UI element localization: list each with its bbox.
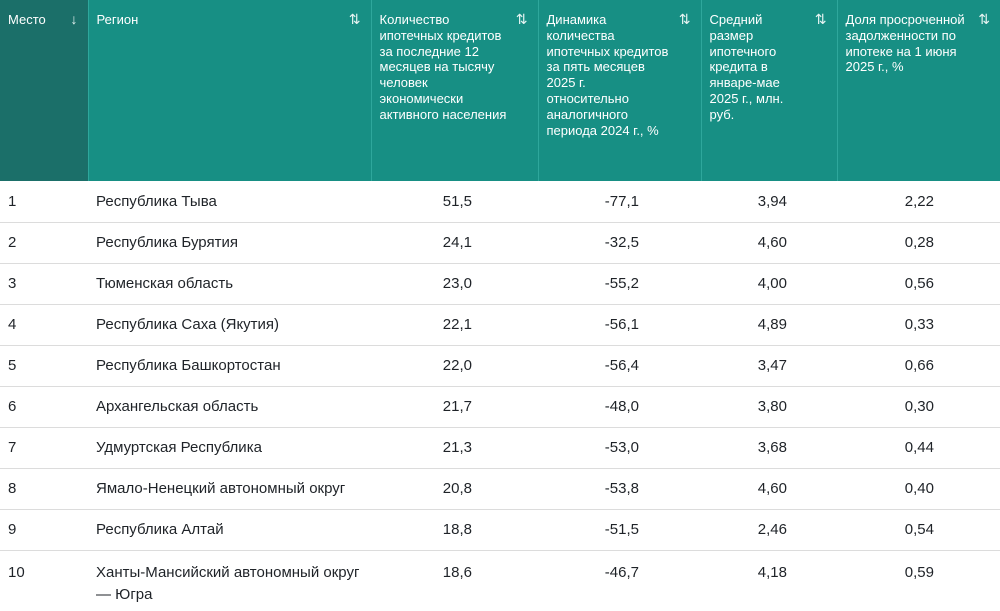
table-row [0,304,1000,345]
table-row [0,345,1000,386]
region-cell: Ямало-Ненецкий автономный округ [88,468,371,509]
overdue-cell: 0,59 [904,563,934,581]
column-header-overdue[interactable] [837,0,1000,181]
loans-cell: 21,3 [371,427,538,468]
avg-size-cell: 4,00 [701,263,837,304]
rank-cell: 4 [0,304,88,345]
overdue-cell: 2,22 [837,181,1000,222]
table-row [0,222,1000,263]
loans-cell: 21,7 [371,386,538,427]
dynamics-cell: -53,0 [538,427,701,468]
avg-size-cell: 3,80 [701,386,837,427]
region-cell: Архангельская область [88,386,371,427]
overdue-cell: 0,56 [837,263,1000,304]
rank-cell: 1 [0,181,88,222]
avg-size-cell: 3,94 [701,181,837,222]
loans-cell: 24,1 [371,222,538,263]
avg-size-cell: 4,18 [757,563,787,581]
sort-toggle-icon[interactable]: ⇅ [515,11,528,27]
loans-cell: 51,5 [371,181,538,222]
dynamics-cell: -56,4 [538,345,701,386]
overdue-cell: 0,66 [837,345,1000,386]
loans-cell: 18,8 [371,509,538,550]
column-header-label: Количество ипотечных кредитов за последние 12 месяцев на тысячу человек экономически активного населения [379,12,507,122]
table-row [0,427,1000,468]
loans-cell: 22,0 [371,345,538,386]
dynamics-cell: -55,2 [538,263,701,304]
overdue-cell: 0,28 [837,222,1000,263]
region-cell: Республика Бурятия [88,222,371,263]
loans-cell: 22,1 [371,304,538,345]
dynamics-cell: -56,1 [538,304,701,345]
sort-toggle-icon[interactable]: ⇅ [814,11,827,27]
loans-cell: 23,0 [371,263,538,304]
column-header-label: Доля просроченной задолженности по ипотеке на 1 июня 2025 г., % [845,12,965,75]
avg-size-cell: 4,60 [701,222,837,263]
avg-size-cell: 4,60 [701,468,837,509]
table-row [0,509,1000,550]
header-row [0,0,1000,181]
table-row [0,386,1000,427]
sort-toggle-icon[interactable]: ⇅ [978,11,990,27]
region-cell: Тюменская область [88,263,371,304]
dynamics-cell: -77,1 [538,181,701,222]
sort-toggle-icon[interactable]: ⇅ [348,11,361,27]
region-cell: Республика Башкортостан [88,345,371,386]
table-row [0,468,1000,509]
dynamics-cell: -53,8 [538,468,701,509]
rank-cell: 2 [0,222,88,263]
region-cell: Республика Саха (Якутия) [88,304,371,345]
region-cell: Республика Тыва [88,181,371,222]
rank-cell: 6 [0,386,88,427]
column-header-region[interactable] [88,0,371,181]
region-cell: Республика Алтай [88,509,371,550]
column-header-avg-size[interactable] [701,0,837,181]
loans-cell: 20,8 [371,468,538,509]
avg-size-cell: 4,89 [701,304,837,345]
avg-size-cell: 2,46 [701,509,837,550]
table-row [0,550,1000,611]
sort-toggle-icon[interactable]: ⇅ [678,11,691,27]
sort-descending-icon[interactable]: ↓ [70,11,78,27]
column-header-dynamics[interactable] [538,0,701,181]
rank-cell: 8 [0,468,88,509]
column-header-label: Регион [96,12,139,27]
rank-cell: 7 [0,427,88,468]
avg-size-cell: 3,68 [701,427,837,468]
region-cell: Ханты-Мансийский автономный округ — Югра [96,563,360,603]
column-header-label: Средний размер ипотечного кредита в январе-мае 2025 г., млн. руб. [709,12,784,122]
overdue-cell: 0,33 [837,304,1000,345]
dynamics-cell: -46,7 [604,563,639,581]
rank-cell: 10 [8,563,25,581]
rank-cell: 3 [0,263,88,304]
overdue-cell: 0,30 [837,386,1000,427]
overdue-cell: 0,54 [837,509,1000,550]
column-header-loans[interactable] [371,0,538,181]
rank-cell: 9 [0,509,88,550]
overdue-cell: 0,44 [837,427,1000,468]
dynamics-cell: -32,5 [538,222,701,263]
avg-size-cell: 3,47 [701,345,837,386]
table-row [0,181,1000,222]
column-header-label: Место [8,12,46,27]
column-header-label: Динамика количества ипотечных кредитов за пять месяцев 2025 г. относительно аналогичного периода 2024 г., % [546,12,669,138]
dynamics-cell: -51,5 [538,509,701,550]
rank-cell: 5 [0,345,88,386]
loans-cell: 18,6 [442,563,472,581]
column-header-rank[interactable] [0,0,88,181]
overdue-cell: 0,40 [837,468,1000,509]
dynamics-cell: -48,0 [538,386,701,427]
region-cell: Удмуртская Республика [88,427,371,468]
table-row [0,263,1000,304]
